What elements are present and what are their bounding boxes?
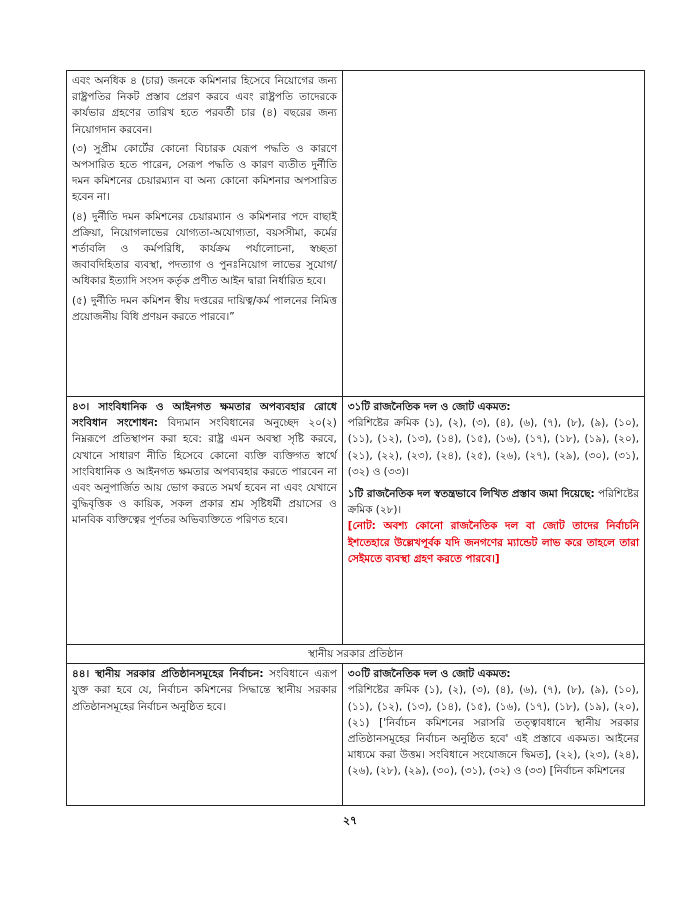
table-row [67, 664, 645, 806]
proposal-body: সংবিধানে এরূপ যুক্ত করা হবে যে, নির্বাচন কমিশনের সিদ্ধান্তে স্থানীয় সরকার প্রতিষ্ঠানসমূহের নির্বাচন অনুষ্ঠিত হবে। [72, 668, 337, 713]
separate-heading: ১টি রাজনৈতিক দল স্বতন্ত্রভাবে লিখিত প্রস্তাব জমা দিয়েছে: [347, 488, 595, 501]
paragraph: এবং অনধিক ৪ (চার) জনকে কমিশনার হিসেবে নিয়োগের জন্য রাষ্ট্রপতির নিকট প্রস্তাব প্রেরণ করবে এবং রাষ্ট্রপতি তাদেরকে কার্যভার গ্রহণের তারিখ হতে পরবর্তী চার (৪) বছরের জন্য নিয়োগদান করবেন। [72, 75, 337, 136]
table-row [67, 71, 645, 397]
separate-proposal [348, 486, 639, 518]
opinion-cell [342, 71, 644, 397]
paragraph: (৩) সুপ্রীম কোর্টের কোনো বিচারক যেরূপ পদ্ধতি ও কারণে অপসারিত হতে পারেন, সেরূপ পদ্ধতি ও কারণ ব্যতীত দুর্নীতি দমন কমিশনের চেয়ারম্যান বা অন্য কোনো কমিশনার অপসারিত হবেন না। [72, 142, 337, 204]
consensus-list: পরিশিষ্টের ক্রমিক (১), (২), (৩), (৪), (৬), (৭), (৮), (৯), (১০), (১১), (১২), (১৩), (১৪), (১৫), (১৬), (১৭), (১৮), (১৯), (২০), (২১) ['নির্বাচন কমিশনের সরাসরি তত্ত্বাবধানে স্থানীয় সরকার প্রতিষ্ঠানসমূহের নির্বাচন অনুষ্ঠিত হবে' এই প্রস্তাবে একমত। আইনের মাধ্যমে করা উত্তম। সংবিধানে সংযোজনে দ্বিমত], (২২), (২৩), (২৪), (২৬), (২৮), (২৯), (৩০), (৩১), (৩২) ও (৩৩) [নির্বাচন কমিশনের [347, 684, 639, 778]
proposal-cell [67, 397, 343, 645]
page-number: ২৭ [342, 814, 358, 827]
consensus-heading: ৩০টি রাজনৈতিক দল ও জোট একমত: [347, 668, 511, 681]
table-row [67, 397, 645, 645]
section-title: স্থানীয় সরকার প্রতিষ্ঠান [67, 645, 645, 664]
opinion-cell [342, 664, 644, 806]
note: [নোট: অবশ্য কোনো রাজনৈতিক দল বা জোট তাদের নির্বাচনি ইশতেহারে উল্লেখপূর্বক যদি জনগণের ম্যান্ডেট লাভ করে তাহলে তারা সেইমতে ব্যবস্থা গ্রহণ করতে পারবে।] [347, 520, 639, 565]
proposal-44 [72, 666, 337, 715]
consensus-list: পরিশিষ্টের ক্রমিক (১), (২), (৩), (৪), (৬), (৭), (৮), (৯), (১০), (১১), (১২), (১৩), (১৪), (১৫), (১৬), (১৭), (১৮), (১৯), (২০), (২১), (২২), (২৩), (২৪), (২৫), (২৬), (২৭), (২৯), (৩০), (৩১), (৩২) ও (৩৩)। [347, 417, 639, 478]
proposal-cell [67, 71, 343, 397]
paragraph: (৫) দুর্নীতি দমন কমিশন স্বীয় দপ্তরের দায়িত্ব/কর্ম পালনের নিমিত্ত প্রয়োজনীয় বিধি প্রণয়ন করতে পারবে।” [72, 294, 337, 323]
proposal-table [66, 70, 645, 806]
paragraph: (৪) দুর্নীতি দমন কমিশনের চেয়ারম্যান ও কমিশনার পদে বাছাই প্রক্রিয়া, নিয়োগলাভের যোগ্যতা-অযোগ্যতা, বয়সসীমা, কর্মের শর্তাবলি ও কর্মপরিধি, কার্যক্রম পর্যালোচনা, স্বচ্ছতা জবাবদিহিতার ব্যবস্থা, পদত্যাগ ও পুনঃনিয়োগ লাভের সুযোগ/অধিকার ইত্যাদি সংসদ কর্তৃক প্রণীত আইন দ্বারা নির্ধারিত হবে। [72, 210, 337, 288]
proposal-heading: ৪৪। স্থানীয় সরকার প্রতিষ্ঠানসমূহের নির্বাচন: [72, 668, 264, 681]
opinion-cell [342, 397, 644, 645]
proposal-body: বিদ্যমান সংবিধানের অনুচ্ছেদ ২০(২) নিম্নরূপে প্রতিস্থাপন করা হবে: রাষ্ট্র এমন অবস্থা সৃষ্টি করবে, যেখানে সাধারণ নীতি হিসেবে কোনো ব্যক্তি ব্যক্তিগত স্বার্থে সাংবিধানিক ও আইনগত ক্ষমতার অপব্যবহার করতে পারবেন না এবং অনুপার্জিত আয় ভোগ করতে সমর্থ হবেন না এবং যেখানে বুদ্ধিবৃত্তিক ও কায়িক, সকল প্রকার শ্রম সৃষ্টিধর্মী প্রয়াসের ও মানবিক ব্যক্তিত্বের পূর্ণতর অভিব্যক্তিতে পরিণত হবে। [72, 417, 337, 527]
section-header-row [67, 645, 645, 664]
proposal-43 [72, 399, 337, 529]
consensus-heading: ৩১টি রাজনৈতিক দল ও জোট একমত: [347, 401, 511, 413]
separate-body: পরিশিষ্টের ক্রমিক (২৮)। [347, 488, 639, 517]
proposal-cell [67, 664, 343, 806]
proposal-heading: ৪৩। সাংবিধানিক ও আইনগত ক্ষমতার অপব্যবহার রোধে সংবিধান সংশোধন: [72, 401, 337, 430]
